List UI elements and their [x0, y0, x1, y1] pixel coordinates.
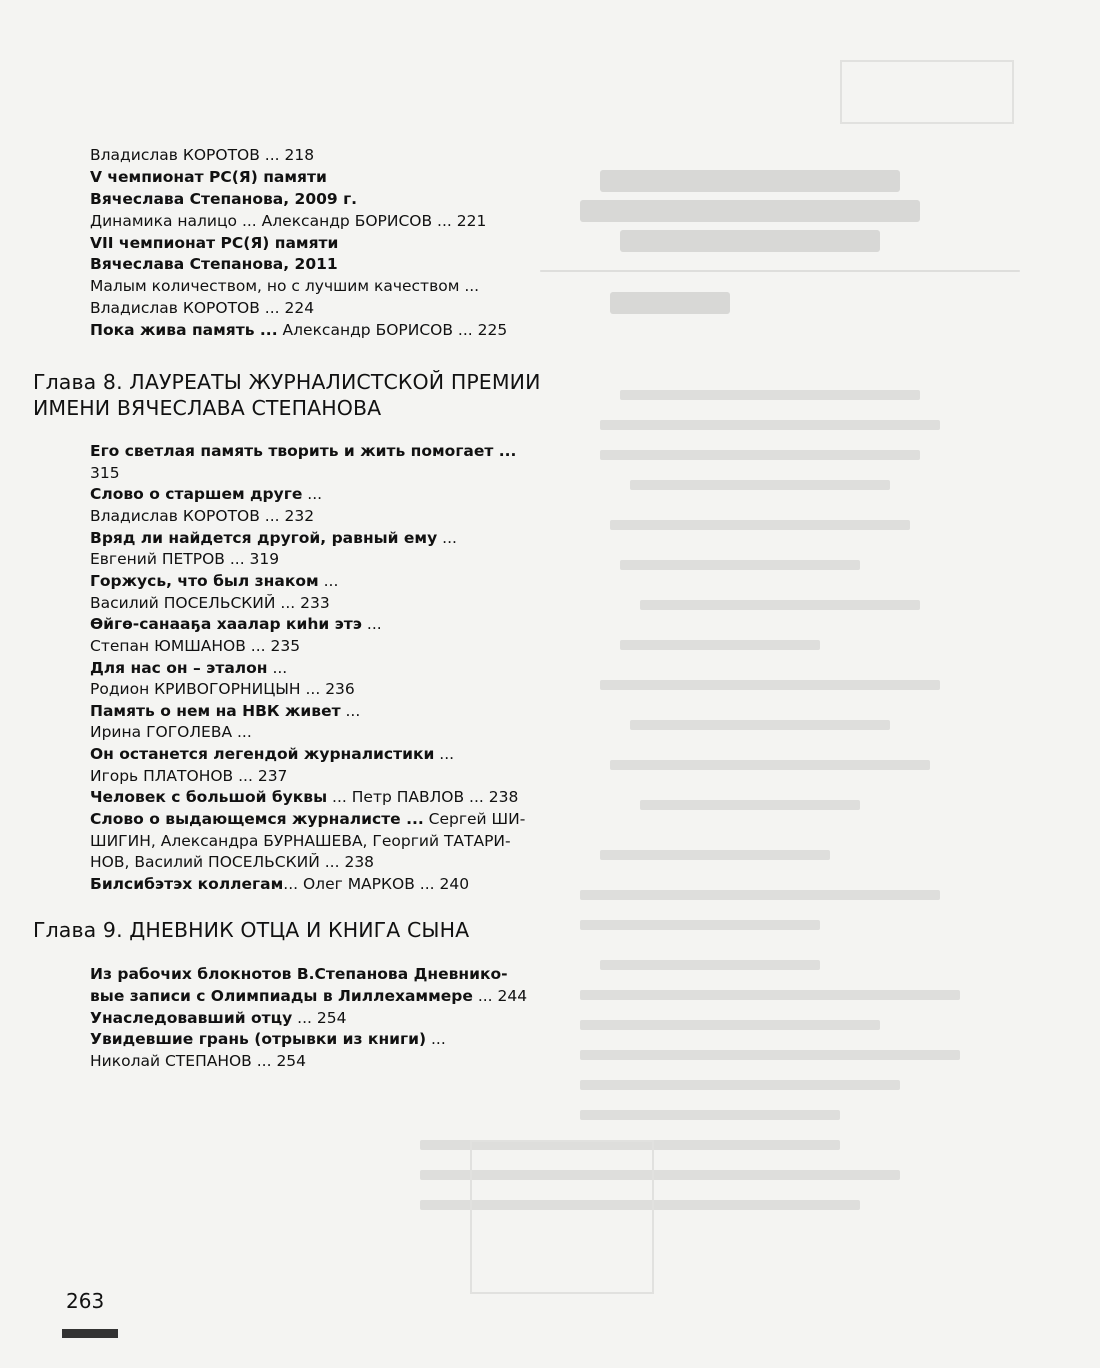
toc-entry: Владислав КОРОТОВ ... 224	[90, 299, 315, 317]
toc-entry: Слово о старшем друге ...	[90, 485, 323, 503]
toc-entry: ШИГИН, Александра БУРНАШЕВА, Георгий ТАТАРИ-	[90, 832, 511, 850]
chapter-8-heading-line1: Глава 8. ЛАУРЕАТЫ ЖУРНАЛИСТСКОЙ ПРЕМИИ	[33, 370, 541, 394]
toc-entry: Николай СТЕПАНОВ ... 254	[90, 1052, 307, 1070]
toc-entry: Человек с большой буквы ... Петр ПАВЛОВ ... 238	[90, 788, 519, 806]
toc-entry: Увидевшие грань (отрывки из книги) ...	[90, 1030, 446, 1048]
footer-rule	[62, 1329, 118, 1338]
toc-entry: Василий ПОСЕЛЬСКИЙ ... 233	[90, 594, 330, 612]
toc-entry: Ирина ГОГОЛЕВА ...	[90, 723, 252, 741]
toc-entry: Пока жива память ... Александр БОРИСОВ ... 225	[90, 321, 508, 339]
toc-entry: Динамика налицо ... Александр БОРИСОВ ... 221	[90, 212, 487, 230]
toc-entry: Малым количеством, но с лучшим качеством ...	[90, 277, 480, 295]
toc-entry: Он останется легендой журналистики ...	[90, 745, 455, 763]
toc-entry: Степан ЮМШАНОВ ... 235	[90, 637, 301, 655]
toc-entry: Вряд ли найдется другой, равный ему ...	[90, 529, 457, 547]
toc-entry-title: VII чемпионат РС(Я) памяти	[90, 234, 339, 252]
toc-entry: Владислав КОРОТОВ ... 218	[90, 146, 315, 164]
toc-entry: 315	[90, 464, 120, 482]
toc-entry-title: Вячеслава Степанова, 2009 г.	[90, 190, 358, 208]
toc-entry: Для нас он – эталон ...	[90, 659, 288, 677]
page-number: 263	[66, 1289, 105, 1313]
toc-entry: Өйгө-санааҕа хаалар киһи этэ ...	[90, 615, 382, 633]
toc-entry: Из рабочих блокнотов В.Степанова Дневнико-	[90, 965, 508, 983]
toc-entry: Память о нем на НВК живет ...	[90, 702, 361, 720]
chapter-8-heading-line2: ИМЕНИ ВЯЧЕСЛАВА СТЕПАНОВА	[33, 396, 382, 420]
toc-entry: Евгений ПЕТРОВ ... 319	[90, 550, 280, 568]
chapter-9-heading: Глава 9. ДНЕВНИК ОТЦА И КНИГА СЫНА	[33, 918, 470, 942]
toc-entry: Горжусь, что был знаком ...	[90, 572, 339, 590]
bleed-through-text	[540, 60, 1060, 1300]
toc-entry: Унаследовавший отцу ... 254	[90, 1009, 347, 1027]
toc-entry: Слово о выдающемся журналисте ... Сергей ШИ-	[90, 810, 526, 828]
toc-entry: Игорь ПЛАТОНОВ ... 237	[90, 767, 288, 785]
toc-entry: НОВ, Василий ПОСЕЛЬСКИЙ ... 238	[90, 853, 375, 871]
toc-entry: Родион КРИВОГОРНИЦЫН ... 236	[90, 680, 355, 698]
toc-entry-title: Вячеслава Степанова, 2011	[90, 255, 338, 273]
toc-entry: Владислав КОРОТОВ ... 232	[90, 507, 315, 525]
toc-entry: Билсибэтэх коллегам... Олег МАРКОВ ... 240	[90, 875, 470, 893]
toc-entry: Его светлая память творить и жить помогает ...	[90, 442, 517, 460]
toc-entry: вые записи с Олимпиады в Лиллехаммере ... 244	[90, 987, 528, 1005]
toc-entry-title: V чемпионат РС(Я) памяти	[90, 168, 327, 186]
